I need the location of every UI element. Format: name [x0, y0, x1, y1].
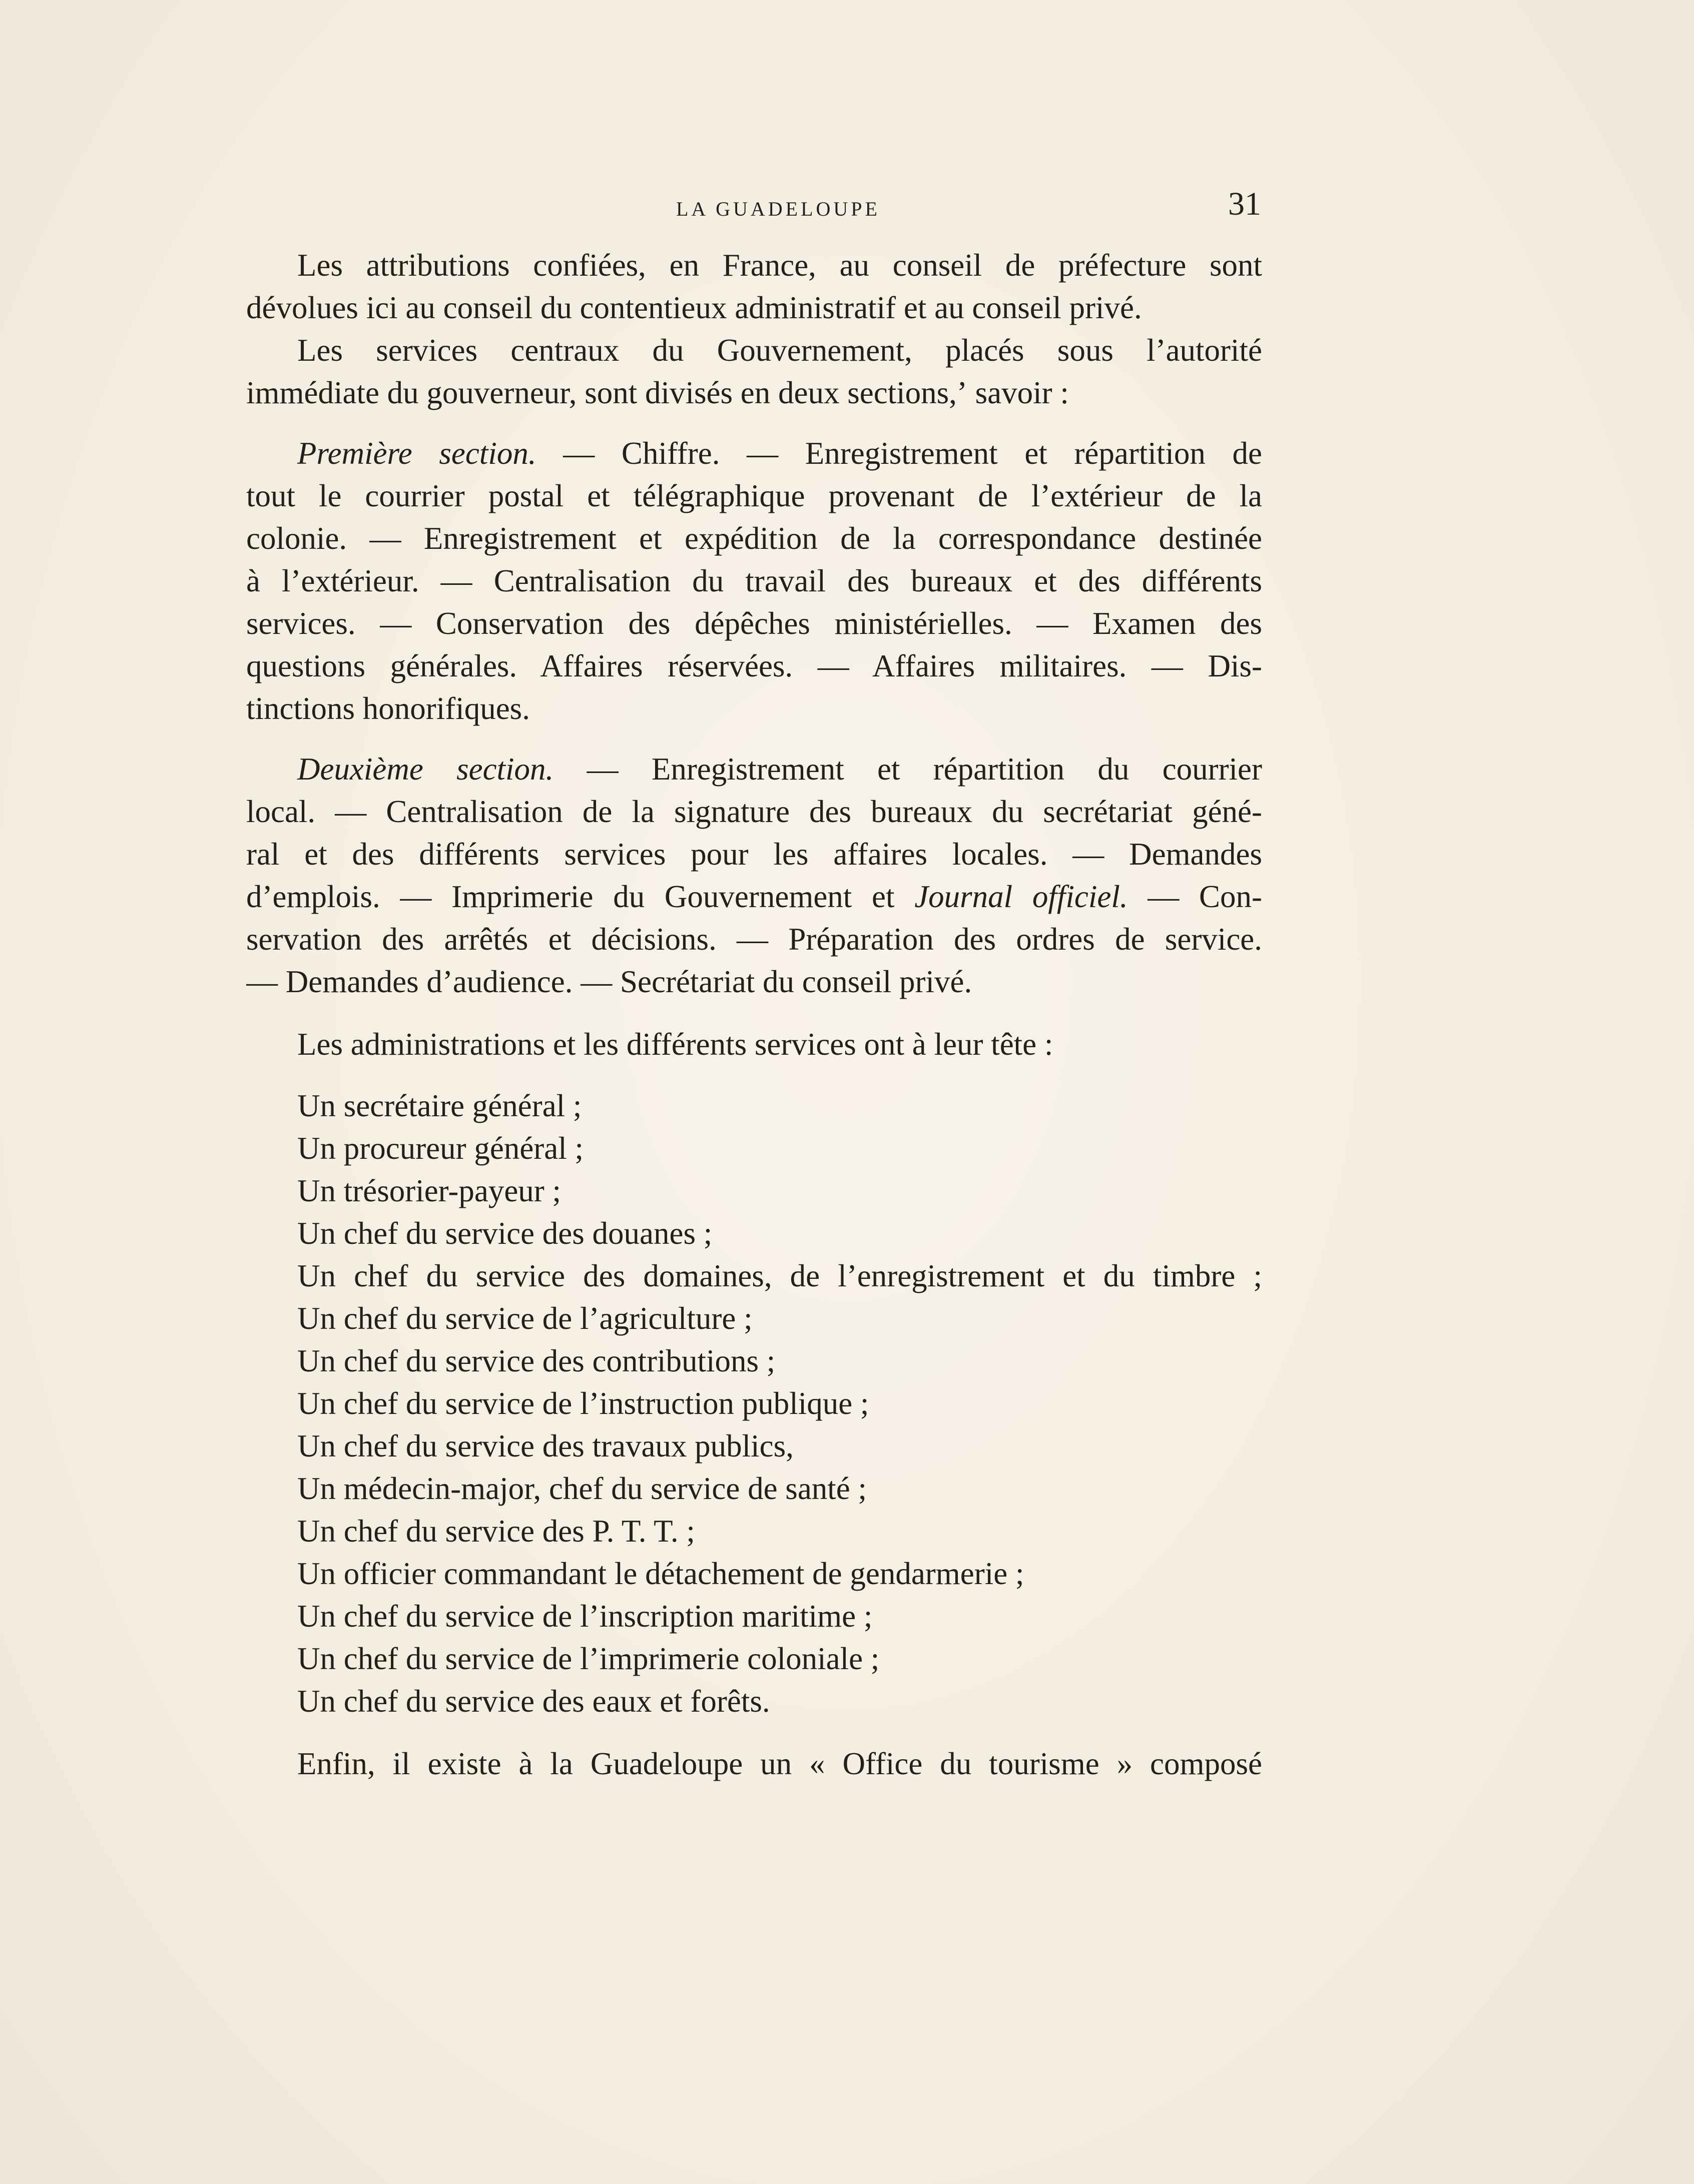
text-line: colonie. — Enregistrement et expédition de la correspondance destinée	[246, 521, 1262, 556]
text-line: Enfin, il existe à la Guadeloupe un « Office du tourisme » composé	[297, 1746, 1262, 1781]
text-span: d’emplois. — Imprimerie du Gouvernement et	[246, 879, 915, 914]
text-line: services. — Conservation des dépêches ministérielles. — Examen des	[246, 606, 1262, 641]
page-number: 31	[1228, 186, 1261, 222]
list-item: Un chef du service de l’instruction publique ;	[297, 1386, 869, 1421]
text-line: Les services centraux du Gouvernement, placés sous l’autorité	[297, 333, 1262, 368]
section-label: Deuxième section.	[297, 752, 554, 787]
list-item: Un chef du service des travaux publics,	[297, 1428, 794, 1464]
list-item: Un chef du service de l’imprimerie coloniale ;	[297, 1641, 880, 1676]
list-item: Un chef du service des douanes ;	[297, 1216, 713, 1251]
list-item: Un chef du service des domaines, de l’enregistrement et du timbre ;	[297, 1258, 1262, 1293]
body-text	[246, 244, 1262, 1785]
text-line: à l’extérieur. — Centralisation du travail des bureaux et des différents	[246, 563, 1262, 598]
paragraph-services-centraux	[246, 329, 1262, 414]
text-line: local. — Centralisation de la signature des bureaux du secrétariat géné-	[246, 794, 1262, 829]
paragraph-administrations	[246, 1023, 1262, 1066]
list-item: Un médecin-major, chef du service de santé ;	[297, 1471, 867, 1506]
list-item: Un chef du service des contributions ;	[297, 1343, 776, 1378]
paragraph-premiere-section	[246, 432, 1262, 730]
running-head: LA GUADELOUPE	[676, 198, 880, 220]
page-header	[295, 180, 1261, 240]
text-line: Les attributions confiées, en France, au conseil de préfecture sont	[297, 248, 1262, 283]
text-span: — Chiffre. — Enregistrement et répartition de	[536, 436, 1262, 471]
list-item: Un officier commandant le détachement de gendarmerie ;	[297, 1556, 1024, 1591]
text-line: Les administrations et les différents services ont à leur tête :	[297, 1027, 1053, 1062]
list-item: Un chef du service de l’agriculture ;	[297, 1301, 753, 1336]
text-line: dévolues ici au conseil du contentieux administratif et au conseil privé.	[246, 290, 1142, 325]
list-item: Un trésorier-payeur ;	[297, 1173, 561, 1208]
text-span: — Con-	[1127, 879, 1262, 914]
text-line: questions générales. Affaires réservées. — Affaires militaires. — Dis-	[246, 648, 1262, 683]
paragraph-closing	[246, 1743, 1262, 1785]
list-item: Un procureur général ;	[297, 1131, 584, 1166]
list-item: Un chef du service des eaux et forêts.	[297, 1684, 770, 1719]
list-item: Un secrétaire général ;	[297, 1088, 582, 1123]
paragraph-conseil	[246, 244, 1262, 329]
text-line: immédiate du gouverneur, sont divisés en deux sections,ʼ savoir :	[246, 375, 1069, 410]
journal-title: Journal officiel.	[914, 879, 1128, 914]
text-line: — Demandes d’audience. — Secrétariat du conseil privé.	[246, 964, 972, 999]
text-line: tout le courrier postal et télégraphique provenant de l’extérieur de la	[246, 478, 1262, 513]
section-label: Première section.	[297, 436, 536, 471]
list-item: Un chef du service des P. T. T. ;	[297, 1514, 695, 1549]
list-item: Un chef du service de l’inscription maritime ;	[297, 1599, 873, 1634]
text-line	[246, 748, 1262, 791]
text-line	[246, 432, 1262, 475]
text-line: servation des arrêtés et décisions. — Préparation des ordres de service.	[246, 922, 1262, 957]
officials-list	[246, 1085, 1262, 1723]
paragraph-deuxieme-section	[246, 748, 1262, 1003]
text-span: — Enregistrement et répartition du courrier	[553, 752, 1262, 787]
text-line: ral et des différents services pour les affaires locales. — Demandes	[246, 837, 1262, 872]
text-line	[246, 876, 1262, 918]
text-line: tinctions honorifiques.	[246, 691, 530, 726]
